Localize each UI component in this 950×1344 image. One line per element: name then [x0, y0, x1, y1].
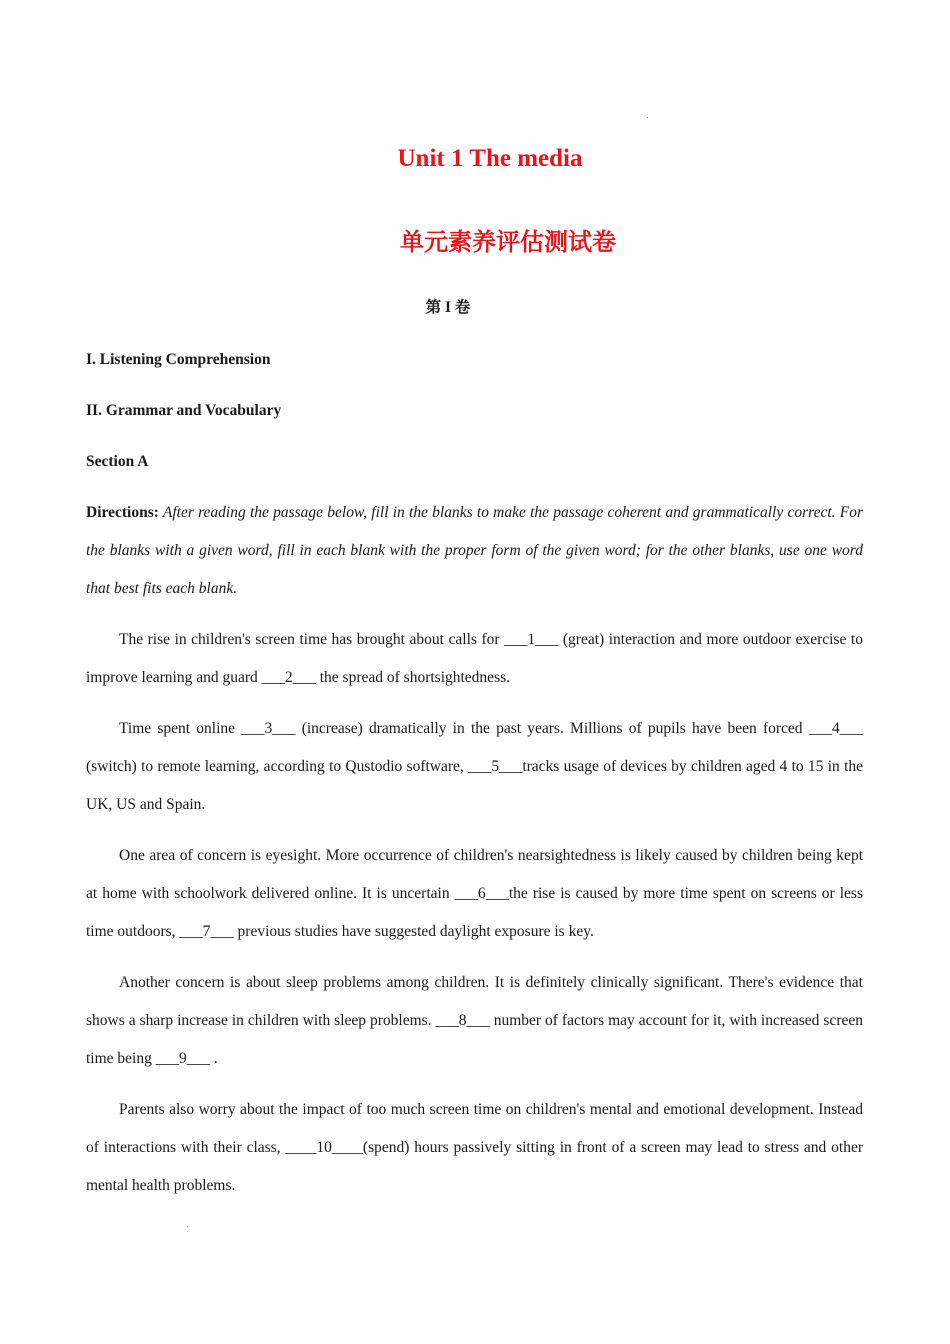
- passage-paragraph-5: Parents also worry about the impact of too much screen time on children's mental and emotional development. Instead of interactions with their class, ____10____(spend) hours passively sitting in front of a screen may lead to stress and other mental health problems.: [86, 1101, 863, 1194]
- grammar-heading: II. Grammar and Vocabulary: [86, 402, 282, 419]
- volume-label: 第 I 卷: [425, 299, 471, 316]
- passage-paragraph-4: Another concern is about sleep problems among children. It is definitely clinically significant. There's evidence that shows a sharp increase in children with sleep problems. ___8___ number of factors may account for it, with increased screen time being ___9___ .: [86, 974, 863, 1067]
- unit-title: Unit 1 The media: [397, 145, 583, 172]
- footer-mark: [187, 1226, 188, 1227]
- test-subtitle: 单元素养评估测试卷: [400, 228, 616, 256]
- section-a-heading: Section A: [86, 453, 149, 470]
- directions-text: After reading the passage below, fill in the blanks to make the passage coherent and grammatically correct. For the blanks with a given word, fill in each blank with the proper form of the given word; for the other blanks, use one word that best fits each blank.: [86, 504, 863, 597]
- header-mark: [647, 117, 648, 118]
- listening-heading: I. Listening Comprehension: [86, 351, 271, 368]
- passage-paragraph-2: Time spent online ___3___ (increase) dramatically in the past years. Millions of pupils have been forced ___4___ (switch) to remote learning, according to Qustodio software, ___5___tracks usage of devices by children aged 4 to 15 in the UK, US and Spain.: [86, 720, 863, 813]
- passage-paragraph-1: The rise in children's screen time has brought about calls for ___1___ (great) interaction and more outdoor exercise to improve learning and guard ___2___ the spread of shortsightedness.: [86, 631, 863, 686]
- directions: [86, 494, 863, 608]
- passage-paragraph-3: One area of concern is eyesight. More occurrence of children's nearsightedness is likely caused by children being kept at home with schoolwork delivered online. It is uncertain ___6___the rise is caused by more time spent on screens or less time outdoors, ___7___ previous studies have suggested daylight exposure is key.: [86, 847, 863, 940]
- directions-label: Directions:: [86, 504, 159, 521]
